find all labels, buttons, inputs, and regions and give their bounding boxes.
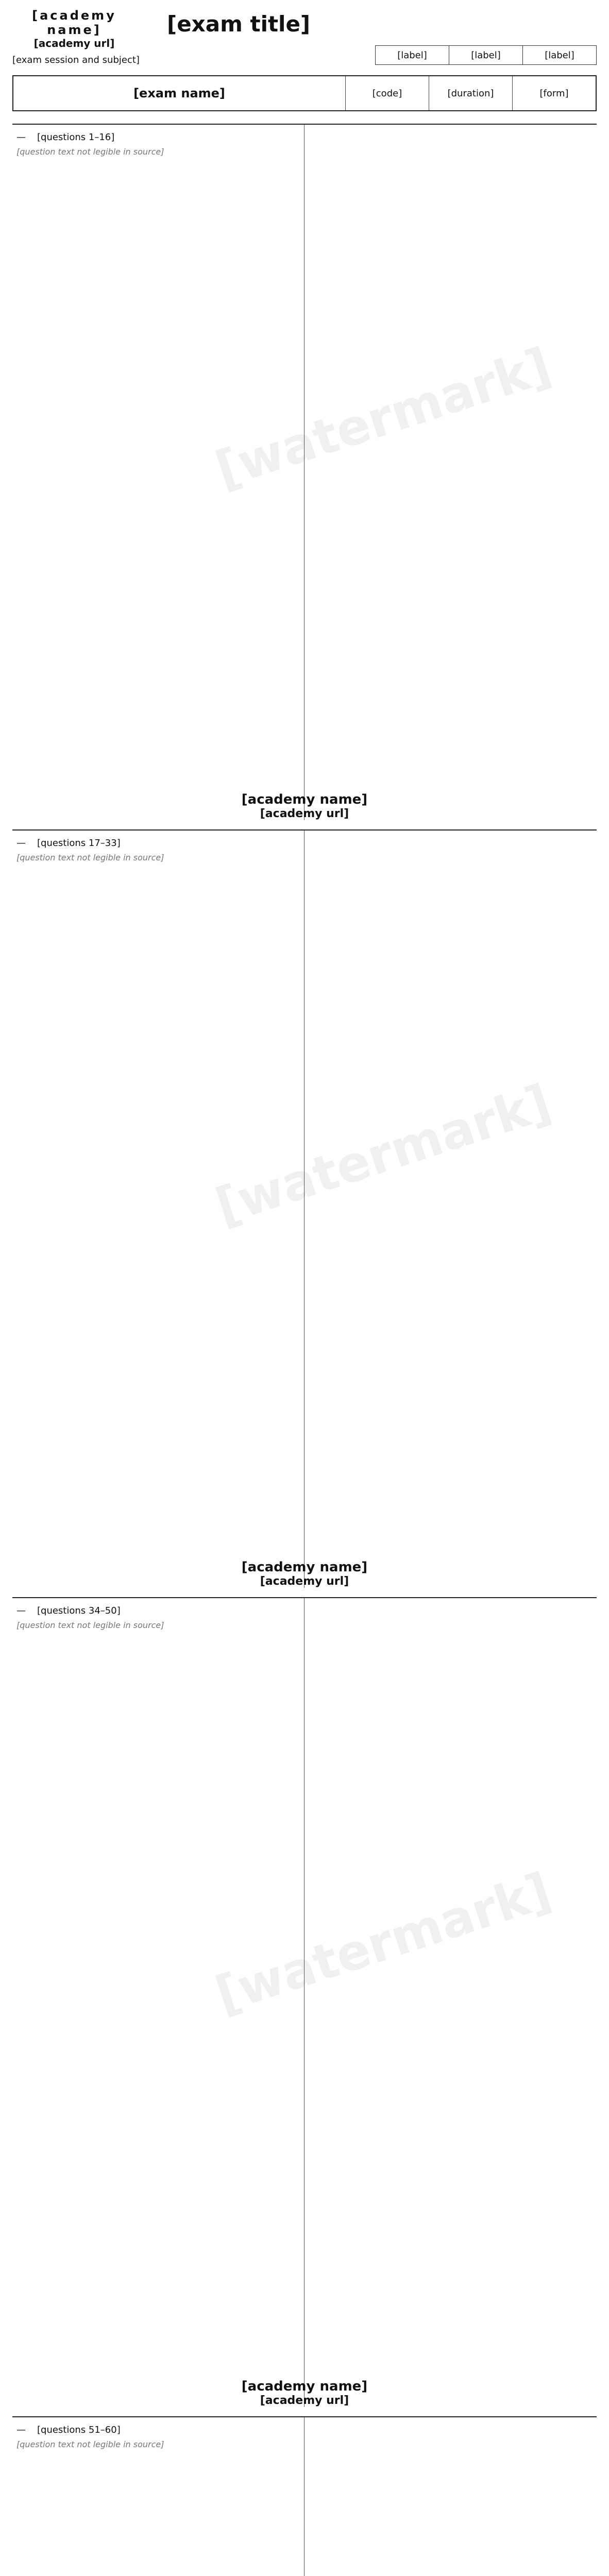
id-label: [label] (449, 46, 523, 65)
watermark: [watermark] (209, 1861, 558, 2024)
exam-form: [form] (539, 88, 569, 99)
question-block (16, 838, 295, 849)
watermark: [watermark] (209, 1073, 558, 1236)
question-column-left (16, 132, 295, 157)
watermark: [watermark] (209, 336, 558, 499)
question-number: — (16, 1605, 26, 1616)
illegible-note: [question text not legible in source] (16, 147, 164, 157)
candidate-id-table (375, 45, 597, 65)
question-block (16, 1605, 295, 1616)
exam-subtitle: [exam session and subject] (12, 55, 140, 65)
question-section-4 (12, 2416, 597, 2576)
question-range: [questions 34–50] (37, 1605, 121, 1616)
section-footer (12, 1560, 597, 1588)
question-section-3 (12, 1597, 597, 2407)
question-column-left (16, 1605, 295, 1630)
footer-academy-name: [academy name] (241, 2379, 368, 2394)
exam-name: [exam name] (13, 76, 346, 110)
page-header (12, 8, 597, 116)
id-label: [label] (523, 46, 597, 65)
question-column-left (16, 2425, 295, 2449)
question-range: [questions 1–16] (37, 132, 115, 143)
question-number: — (16, 2425, 26, 2435)
question-section-1 (12, 124, 597, 820)
illegible-note: [question text not legible in source] (16, 2439, 164, 2449)
footer-academy-name: [academy name] (241, 1560, 368, 1575)
exam-title: [exam title] (167, 11, 311, 37)
academy-logo (12, 8, 136, 49)
footer-academy-url: [academy url] (260, 1575, 349, 1588)
question-range: [questions 17–33] (37, 838, 121, 849)
academy-url: [academy url] (33, 37, 115, 49)
footer-academy-url: [academy url] (260, 2394, 349, 2407)
section-footer (12, 792, 597, 820)
exam-duration: [duration] (429, 76, 513, 110)
exam-info-box (12, 75, 597, 111)
question-block (16, 2425, 295, 2435)
question-number: — (16, 132, 26, 143)
footer-academy-url: [academy url] (260, 807, 349, 820)
illegible-note: [question text not legible in source] (16, 1620, 164, 1630)
academy-name: [academy name] (32, 8, 116, 37)
exam-code: [code] (346, 76, 429, 110)
illegible-note: [question text not legible in source] (16, 853, 164, 862)
question-block (16, 132, 295, 143)
footer-academy-name: [academy name] (241, 792, 368, 807)
question-section-2 (12, 829, 597, 1588)
question-column-left (16, 838, 295, 862)
question-range: [questions 51–60] (37, 2425, 121, 2435)
question-number: — (16, 838, 26, 849)
section-footer (12, 2379, 597, 2407)
id-label: [label] (376, 46, 449, 65)
